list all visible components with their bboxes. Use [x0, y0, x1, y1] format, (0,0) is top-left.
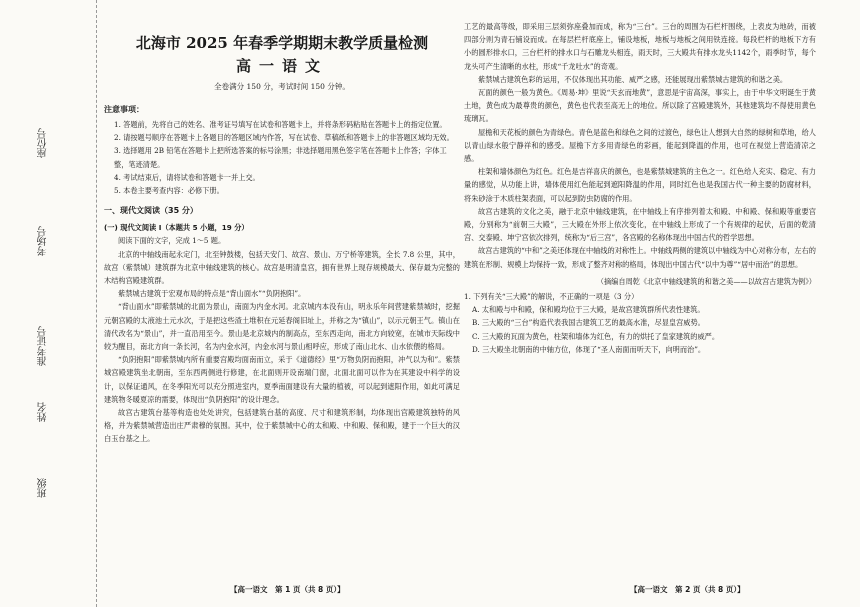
passage-paragraph: 紫禁城古建筑色彩的运用，不仅体现出其功能、威严之感，还能展现出紫禁城古建筑的和谐之美。 — [478, 74, 788, 84]
page-footer-right: 【高一语文 第 2 页（共 8 页）】 — [630, 585, 745, 594]
page-2 — [464, 20, 816, 356]
exam-id-field — [36, 326, 51, 366]
subsection-heading: (一) 现代文阅读 I（本题共 5 小题，19 分） — [104, 223, 249, 233]
seat-number-field — [36, 128, 51, 158]
question-option-d: D. 三大殿坐北朝南的中轴方位，体现了“圣人南面而听天下，向明而治”。 — [472, 344, 706, 354]
notice-heading: 注意事项： — [104, 105, 144, 114]
exam-id-label: 准考证号 — [38, 326, 49, 366]
question-option-b: B. 三大殿的“三台”构造代表我国古建筑工艺的最高水准，尽显皇宫威势。 — [472, 318, 705, 328]
passage-paragraph: 北京的中轴线南起永定门，北至钟鼓楼，包括天安门、故宫、景山、万宁桥等建筑，全长 7.8 公里，其中，故宫（紫禁城）建筑群为北京中轴线建筑的核心。故宫是明清皇宫，拥有世界上现存规模最大、保存最为完整的木结构宫殿建筑群。 — [104, 249, 460, 286]
exam-title: 北海市 2025 年春季学期期末教学质量检测 — [135, 34, 429, 52]
question-option-a: A. 太和殿与中和殿，保和殿均位于三大殿，是故宫建筑群所代表性建筑。 — [472, 305, 705, 315]
page-footer-left: 【高一语文 第 1 页（共 8 页）】 — [230, 585, 345, 594]
binding-margin — [0, 0, 97, 607]
exam-meta: 全卷满分 150 分，考试时间 150 分钟。 — [214, 82, 350, 91]
name-label: 姓名 — [38, 402, 49, 422]
page-1 — [104, 30, 460, 446]
notice-item: 4. 考试结束后，请将试卷和答题卡一并上交。 — [114, 172, 260, 182]
class-field — [36, 478, 51, 498]
notice-item: 5. 本卷主要考查内容：必修下册。 — [114, 186, 224, 196]
passage-paragraph: 故宫古建筑的文化之美，融于北京中轴线建筑，在中轴线上有序排列着太和殿、中和殿、保和殿等重要宫殿，分别称为“前朝三大殿”，三大殿在外形上依次变化，在中轴线上形成了一个有规律的起伏，后面的乾清宫、交泰殿、坤宁宫依次排列，统称为“后三宫”，各宫殿的名称体现出中国古代的哲学思想。 — [464, 206, 816, 243]
passage-paragraph: 故宫古建筑台基等构造也处处讲究，包括建筑台基的高度、尺寸和建筑形制，均体现出宫殿建筑独特的风格，并为紫禁城营造出庄严肃穆的氛围。其中，位于紫禁城中心的太和殿、中和殿、保和殿，建于一个巨大的汉白玉台基之上。 — [104, 408, 460, 444]
passage-paragraph: 故宫古建筑的“中和”之美还体现在中轴线的对称性上。中轴线两侧的建筑以中轴线为中心对称分布，左右的建筑在形制、规模上均保持一致，形成了整齐对称的格局，体现出中国古代“以中为尊”“居中而治”的思想。 — [464, 246, 816, 269]
name-field — [36, 402, 51, 422]
passage-paragraph: 紫禁城古建筑于宏观布局的特点是“背山面水”“负阴抱阳”。 — [118, 289, 306, 299]
passage-paragraph: 工艺的最高等级，即采用三层须弥座叠加而成，称为“三台”。三台的周围为石栏杆围绕，上表皮为地砖，而被四部分则为青石铺设而成。在每层栏杆底座上，铺设地板，地板与地板之间用铁连接。每段栏杆的地板下方有小的圆形排水口，三台栏杆的排水口与石雕龙头相连，雨天时，三大殿共有排水龙头1142个，雨季时节，每个龙头可产生清晰的水柱，形成“千龙吐水”的奇观。 — [464, 22, 816, 71]
passage-source: （摘编自周乾《北京中轴线建筑的和谐之美——以故宫古建筑为例》） — [596, 276, 816, 286]
class-label: 班级 — [38, 478, 49, 498]
passage-paragraph: 瓦面的颜色一般为黄色。《周易·坤》里说“天玄而地黄”，意思是宇宙高深，事实上，由于中华文明诞生于黄土地，黄色成为最尊贵的颜色，黄色也代表至高无上的地位。所以除了宫殿建筑外，其他建筑均不得使用黄色琉璃瓦。 — [464, 88, 816, 124]
passage-paragraph: “背山面水”即紫禁城的北面为景山，南面为内金水河。北京城内本没有山，明永乐年间营建紫禁城时，挖掘元朝宫殿的太液池土元水次，于是把这些渣土堆积在元延春阁旧址上，并称之为“镇山”，以示元朝王气。镇山在清代改名为“景山”，并一直沿用至今。景山是北京城内的制高点，至东西走向，南北方向较宽，在城市天际线中较为醒目，南北方向一条长河，名为内金水河，内金水河与景山相呼应，形成了南山北水、山水依偎的格局。 — [104, 302, 460, 352]
passage-paragraph: “负阴抱阳”即紫禁城内所有重要宫殿均面南而立，采于《道德经》里“万物负阴而抱阳，冲气以为和”。紫禁城宫殿建筑坐北朝南，至东西两侧进行修建，在北面则开设南端门窗，北面北面可以作为在其建设中科学的设计，以保证通风，在冬季阳光可以充分照进室内，夏季南面建设有大量的植被，可以起到遮阳作用，如此可满足建筑物冬暖夏凉的需要，体现出“负阴抱阳”的设计理念。 — [104, 355, 460, 404]
instruction: 阅读下面的文字，完成 1～5 题。 — [118, 236, 226, 246]
section-heading: 一、现代文阅读（35 分） — [104, 206, 198, 216]
passage-paragraph: 屋檐和天花板的颜色为青绿色。青色是蓝色和绿色之间的过渡色，绿色让人想到大自然的绿树和草地，给人以青山绿水般宁静祥和的感受。屋檐下方多用青绿色的彩画，能起到降温的作用，也可在视觉上营造清凉之感。 — [464, 127, 816, 164]
exam-subject: 高一语文 — [235, 57, 328, 75]
room-number-label: 考场号 — [38, 226, 49, 256]
notice-item: 2. 请按题号顺序在答题卡上各题目的答题区域内作答，写在试卷、草稿纸和答题卡上的非答题区域均无效。 — [114, 133, 454, 143]
notice-item: 1. 答题前，先将自己的姓名、准考证号填写在试卷和答题卡上，并将条形码粘贴在答题卡上的指定位置。 — [114, 120, 447, 129]
room-number-field — [36, 226, 51, 256]
question-stem: 1. 下列有关“三大殿”的解说，不正确的一项是（3 分） — [464, 292, 639, 302]
passage-paragraph: 柱架和墙体颜色为红色。红色是吉祥喜庆的颜色，也是紫禁城建筑的主色之一。红色给人充实、稳定、有力量的感觉，从功能上讲，墙体使用红色能起到遮阳降温的作用，同时红色也是我国古代一种主要的防腐材料，将朱砂涂于木质柱架表面，可以起到防虫防腐的作用。 — [464, 167, 816, 203]
question-option-c: C. 三大殿的瓦面为黄色，柱架和墙体为红色，有力的烘托了皇家建筑的威严。 — [472, 331, 720, 341]
notice-item: 3. 选择题用 2B 铅笔在答题卡上把所选答案的标号涂黑；非选择题用黑色签字笔在答题卡上作答；字体工整，笔迹清楚。 — [114, 146, 447, 169]
seat-number-label: 座位号 — [38, 128, 49, 158]
